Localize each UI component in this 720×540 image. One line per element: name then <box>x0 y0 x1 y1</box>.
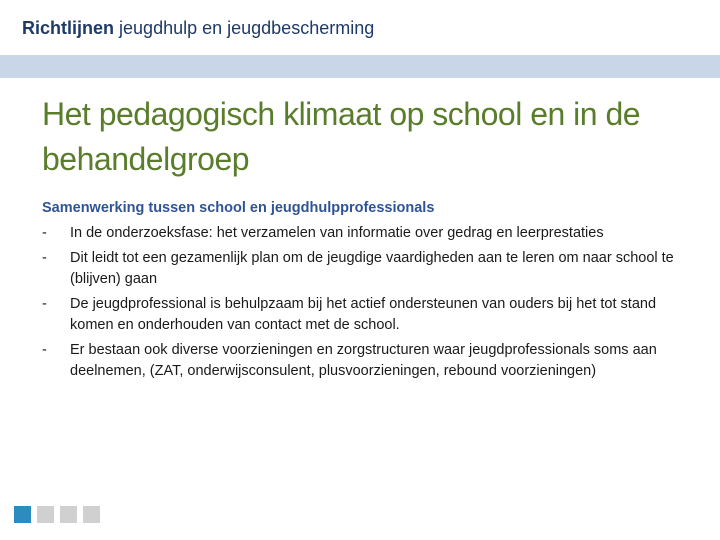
bullet-text: Er bestaan ook diverse voorzieningen en zorgstructuren waar jeugdprofessionals soms aan deelnemen, (ZAT, onderwijsconsulent, plusvoorzieningen, rebound voorzieningen) <box>70 342 657 379</box>
slide-subheading: Samenwerking tussen school en jeugdhulpprofessionals <box>42 200 435 216</box>
bullet-text: Dit leidt tot een gezamenlijk plan om de jeugdige vaardigheden aan te leren om naar school te (blijven) gaan <box>70 250 674 287</box>
bullet-text: In de onderzoeksfase: het verzamelen van informatie over gedrag en leerprestaties <box>70 225 604 241</box>
bullet-text: De jeugdprofessional is behulpzaam bij het actief ondersteunen van ouders bij het tot stand komen en onderhouden van contact met de school. <box>70 296 657 333</box>
nav-square-1[interactable] <box>14 506 31 523</box>
list-item <box>42 248 692 290</box>
header-bar <box>0 0 720 78</box>
list-item <box>42 340 692 382</box>
bullet-marker: - <box>42 296 47 312</box>
slide-content <box>42 198 692 382</box>
brand-bold: Richtlijnen <box>22 18 115 38</box>
nav-square-3[interactable] <box>60 506 77 523</box>
header-title <box>22 18 374 39</box>
bullet-marker: - <box>42 250 47 266</box>
bullet-marker: - <box>42 225 47 241</box>
brand-rest: jeugdhulp en jeugdbescherming <box>119 18 375 38</box>
slide-nav <box>14 506 100 523</box>
list-item <box>42 223 692 244</box>
list-item <box>42 294 692 336</box>
nav-square-2[interactable] <box>37 506 54 523</box>
slide-title: Het pedagogisch klimaat op school en in de behandelgroep <box>42 96 641 177</box>
bullet-marker: - <box>42 342 47 358</box>
nav-square-4[interactable] <box>83 506 100 523</box>
